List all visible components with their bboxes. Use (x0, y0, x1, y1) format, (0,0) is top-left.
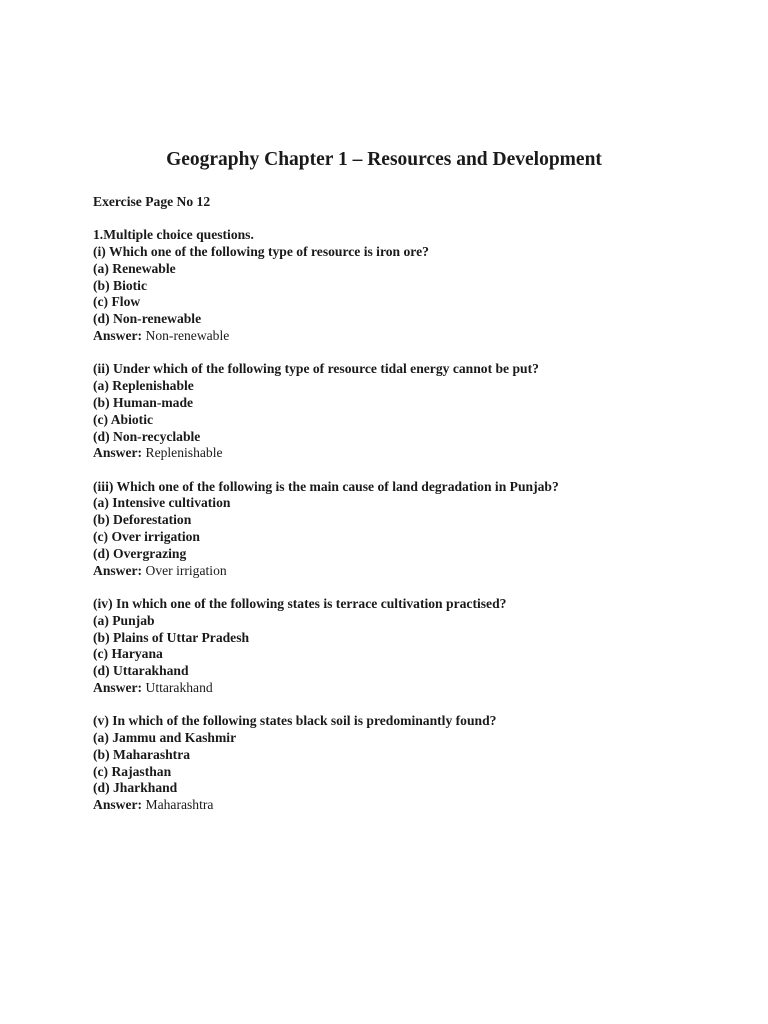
option: (d) Non-renewable (93, 311, 202, 327)
option: (d) Jharkhand (93, 780, 178, 796)
option: (c) Flow (93, 294, 141, 310)
answer-line (93, 445, 713, 462)
option: (b) Plains of Uttar Pradesh (93, 629, 250, 645)
question-block (93, 713, 713, 814)
document-content (93, 194, 713, 814)
option: (a) Punjab (93, 612, 155, 628)
answer-line (93, 797, 713, 814)
option: (d) Uttarakhand (93, 663, 189, 679)
answer-value: Uttarakhand (145, 679, 213, 695)
option: (d) Overgrazing (93, 545, 187, 561)
document-title: Geography Chapter 1 – Resources and Development (166, 149, 602, 170)
option: (c) Abiotic (93, 411, 154, 427)
option: (b) Biotic (93, 277, 147, 293)
answer-label: Answer: (93, 679, 143, 695)
option: (a) Jammu and Kashmir (93, 730, 237, 746)
answer-label: Answer: (93, 445, 143, 461)
question-block (93, 244, 713, 345)
question-text: (i) Which one of the following type of resource is iron ore? (93, 244, 429, 260)
answer-label: Answer: (93, 797, 143, 813)
question-block (93, 479, 713, 580)
answer-value: Non-renewable (145, 328, 230, 344)
question-text: (v) In which of the following states black soil is predominantly found? (93, 713, 497, 729)
question-block (93, 361, 713, 462)
answer-value: Over irrigation (145, 562, 227, 578)
section-heading: 1.Multiple choice questions. (93, 227, 254, 243)
option: (b) Maharashtra (93, 746, 191, 762)
option: (a) Replenishable (93, 378, 194, 394)
option: (d) Non-recyclable (93, 428, 201, 444)
answer-line (93, 328, 713, 345)
option: (c) Haryana (93, 646, 163, 662)
option: (b) Deforestation (93, 512, 192, 528)
option: (c) Over irrigation (93, 529, 200, 545)
question-text: (iv) In which one of the following states is terrace cultivation practised? (93, 595, 507, 611)
answer-label: Answer: (93, 328, 143, 344)
answer-line (93, 563, 713, 580)
exercise-heading: Exercise Page No 12 (93, 194, 211, 209)
answer-label: Answer: (93, 562, 143, 578)
question-text: (iii) Which one of the following is the main cause of land degradation in Punjab? (93, 478, 559, 494)
question-text: (ii) Under which of the following type of resource tidal energy cannot be put? (93, 361, 539, 377)
answer-value: Maharashtra (145, 797, 214, 813)
answer-value: Replenishable (145, 445, 223, 461)
question-block (93, 596, 713, 697)
option: (a) Intensive cultivation (93, 495, 231, 511)
option: (c) Rajasthan (93, 763, 172, 779)
option: (a) Renewable (93, 260, 176, 276)
option: (b) Human-made (93, 394, 194, 410)
answer-line (93, 680, 713, 697)
